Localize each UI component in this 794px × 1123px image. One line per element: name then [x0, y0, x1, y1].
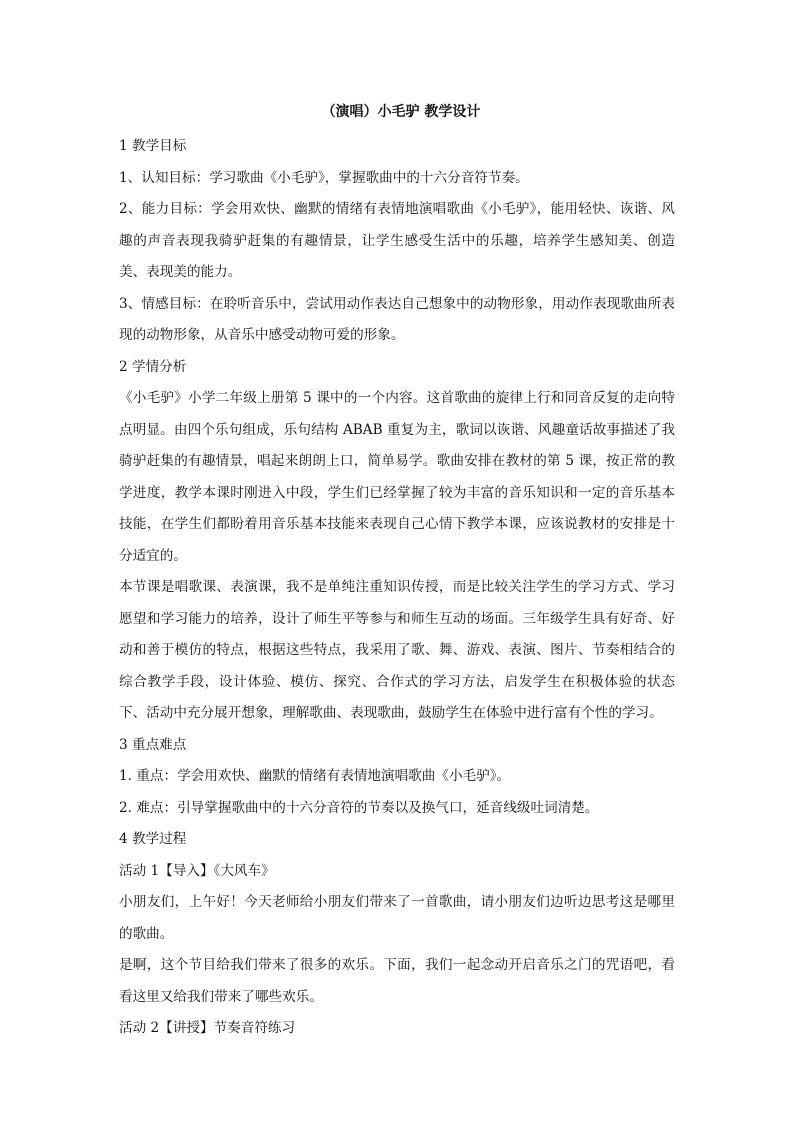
difficult-point: 2. 难点：引导掌握歌曲中的十六分音符的节奏以及换气口，延音线级吐词清楚。 [119, 799, 599, 816]
activity-1-heading: 活动 1【导入】《大风车》 [119, 862, 275, 879]
activity-1-paragraph-1: 小朋友们，上午好！今天老师给小朋友们带来了一首歌曲，请小朋友们边听边思考这是哪里的歌曲。 [119, 894, 675, 942]
goal-cognitive: 1、认知目标：学习歌曲《小毛驴》，掌握歌曲中的十六分音符节奏。 [119, 169, 529, 186]
document-content [119, 102, 675, 1045]
analysis-paragraph-2: 本节课是唱歌课、表演课，我不是单纯注重知识传授，而是比较关注学生的学习方式、学习愿望和学习能力的培养，设计了师生平等参与和师生互动的场面。三年级学生具有好奇、好动和善于模仿的特点，根据这些特点，我采用了歌、舞、游戏、表演、图片、节奏相结合的综合教学手段，设计体验、模仿、探究、合作式的学习方法，启发学生在积极体验的状态下、活动中充分展开想象，理解歌曲、表现歌曲，鼓励学生在体验中进行富有个性的学习。 [119, 579, 675, 721]
section-heading-analysis: 2 学情分析 [119, 358, 187, 375]
section-heading-process: 4 教学过程 [119, 831, 187, 847]
activity-1-paragraph-2: 是啊，这个节目给我们带来了很多的欢乐。下面，我们一起念动开启音乐之门的咒语吧，看看这里又给我们带来了哪些欢乐。 [119, 957, 675, 1005]
document-title: （演唱）小毛驴 教学设计 [321, 104, 481, 120]
goal-ability: 2、能力目标：学会用欢快、幽默的情绪有表情地演唱歌曲《小毛驴》，能用轻快、诙谐、风趣的声音表现我骑驴赶集的有趣情景，让学生感受生活中的乐趣，培养学生感知美、创造美、表现美的能力。 [119, 201, 675, 280]
section-heading-goals: 1 教学目标 [119, 138, 187, 154]
goal-emotion: 3、情感目标：在聆听音乐中，尝试用动作表达自己想象中的动物形象，用动作表现歌曲所表现的动物形象，从音乐中感受动物可爱的形象。 [119, 295, 675, 343]
activity-2-heading: 活动 2【讲授】节奏音符练习 [119, 1020, 296, 1036]
key-point: 1. 重点：学会用欢快、幽默的情绪有表情地演唱歌曲《小毛驴》。 [119, 768, 511, 784]
section-heading-key-points: 3 重点难点 [119, 736, 187, 753]
analysis-paragraph-1: 《小毛驴》小学二年级上册第 5 课中的一个内容。这首歌曲的旋律上行和同音反复的走向特点明显。由四个乐句组成，乐句结构 ABAB 重复为主，歌词以诙谐、风趣童话故事描述了我骑驴赶集的有趣情景，唱起来朗朗上口，简单易学。歌曲安排在教材的第 5 课，按正常的教学进度，教学本课时刚进入中段，学生们已经掌握了较为丰富的音乐知识和一定的音乐基本技能，在学生们都盼着用音乐基本技能来表现自己心情下教学本课，应该说教材的安排是十分适宜的。 [119, 390, 675, 564]
